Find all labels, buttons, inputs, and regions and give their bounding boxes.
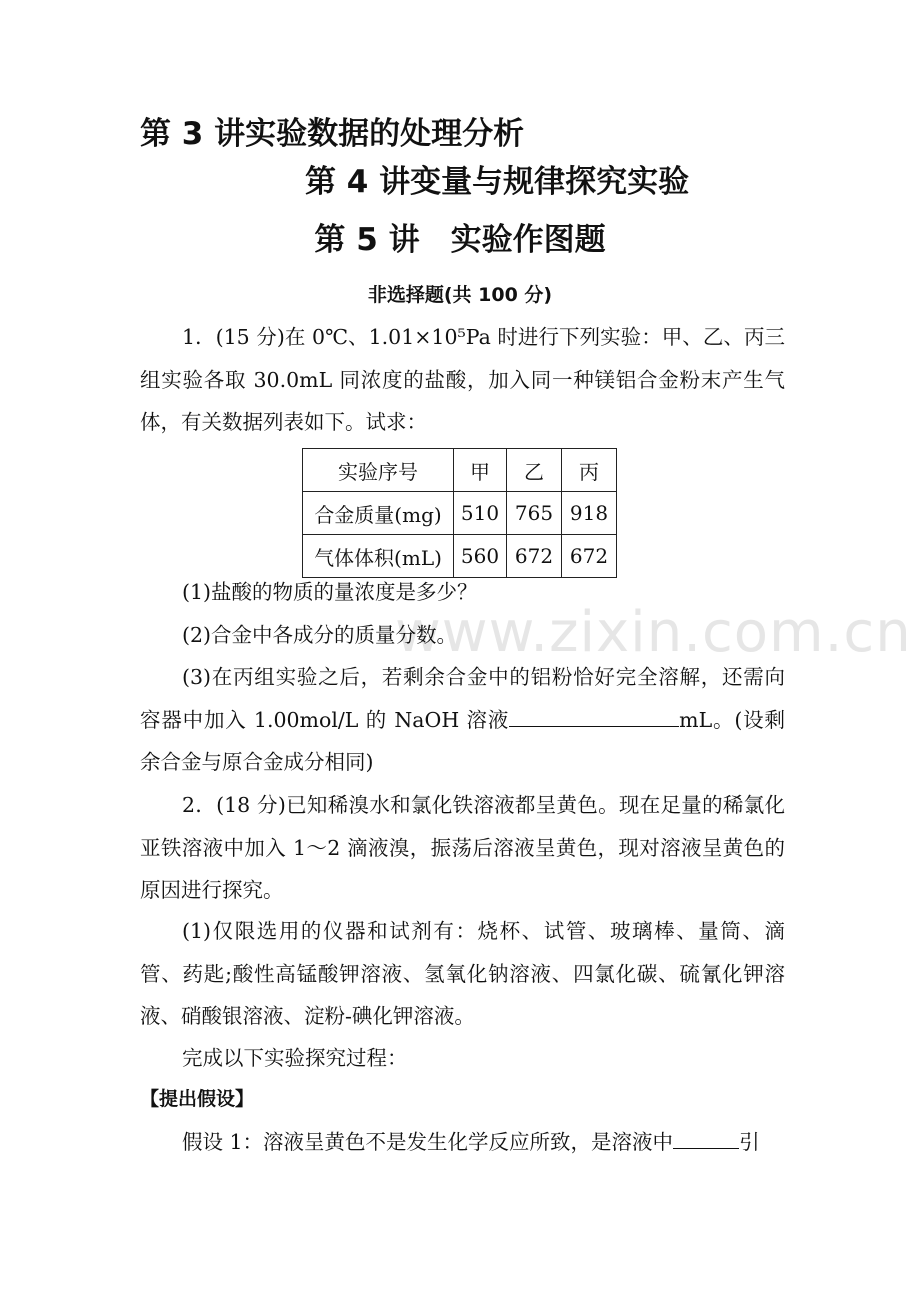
table-cell: 672 <box>562 535 617 578</box>
table-header-row <box>303 449 617 492</box>
q1-sub1: (1)盐酸的物质的量浓度是多少？ <box>182 580 478 604</box>
table-cell: 510 <box>454 492 507 535</box>
section-heading: 非选择题(共 100 分) <box>367 284 553 306</box>
q2-instruction: 完成以下实验探究过程： <box>182 1046 408 1070</box>
answer-blank[interactable] <box>509 704 679 727</box>
table-header-cell: 甲 <box>454 449 507 492</box>
watermark: www.zixin.com.cn <box>395 600 912 665</box>
lecture5-title: 第 5 讲 实验作图题 <box>314 222 606 258</box>
table-cell: 918 <box>562 492 617 535</box>
hypothesis-1-text: 假设 1：溶液呈黄色不是发生化学反应所致，是溶液中 <box>182 1130 674 1154</box>
table-cell: 气体体积(mL) <box>303 535 454 578</box>
lecture3-title: 第 3 讲实验数据的处理分析 <box>140 116 525 152</box>
q1-sub3-text: (3)在丙组实验之后，若剩余合金中的铝粉恰好完全溶解，还需向容器中加入 1.00mol/L 的 NaOH 溶液 <box>140 665 785 732</box>
table-row <box>303 492 617 535</box>
table-header-cell: 丙 <box>562 449 617 492</box>
table-header-cell: 实验序号 <box>303 449 454 492</box>
hypothesis-1 <box>140 1121 785 1164</box>
table-header-cell: 乙 <box>507 449 562 492</box>
table-cell: 合金质量(mg) <box>303 492 454 535</box>
q1-stem: 1．(15 分)在 0℃、1.01×10⁵Pa 时进行下列实验：甲、乙、丙三组实验各取 30.0mL 同浓度的盐酸，加入同一种镁铝合金粉末产生气体，有关数据列表如下。试求： <box>140 325 785 434</box>
table-cell: 560 <box>454 535 507 578</box>
q1-sub3 <box>140 656 785 784</box>
table-cell: 765 <box>507 492 562 535</box>
lecture4-title: 第 4 讲变量与规律探究实验 <box>305 164 690 200</box>
q2-stem: 2．(18 分)已知稀溴水和氯化铁溶液都呈黄色。现在足量的稀氯化亚铁溶液中加入 1～2 滴液溴，振荡后溶液呈黄色，现对溶液呈黄色的原因进行探究。 <box>140 793 785 902</box>
q1-sub3-text-end: mL。(设剩余合金与原合金成分相同) <box>140 707 785 774</box>
hypothesis-heading: 【提出假设】 <box>140 1088 255 1110</box>
answer-blank[interactable] <box>673 1126 739 1149</box>
hypothesis-1-text-end: 引 <box>739 1130 760 1154</box>
q2-sub1: (1)仅限选用的仪器和试剂有：烧杯、试管、玻璃棒、量筒、滴管、药匙;酸性高锰酸钾溶液、氢氧化钠溶液、四氯化碳、硫氰化钾溶液、硝酸银溶液、淀粉-碘化钾溶液。 <box>140 919 785 1028</box>
table-cell: 672 <box>507 535 562 578</box>
q1-data-table <box>302 448 617 578</box>
q1-sub2: (2)合金中各成分的质量分数。 <box>182 623 458 647</box>
